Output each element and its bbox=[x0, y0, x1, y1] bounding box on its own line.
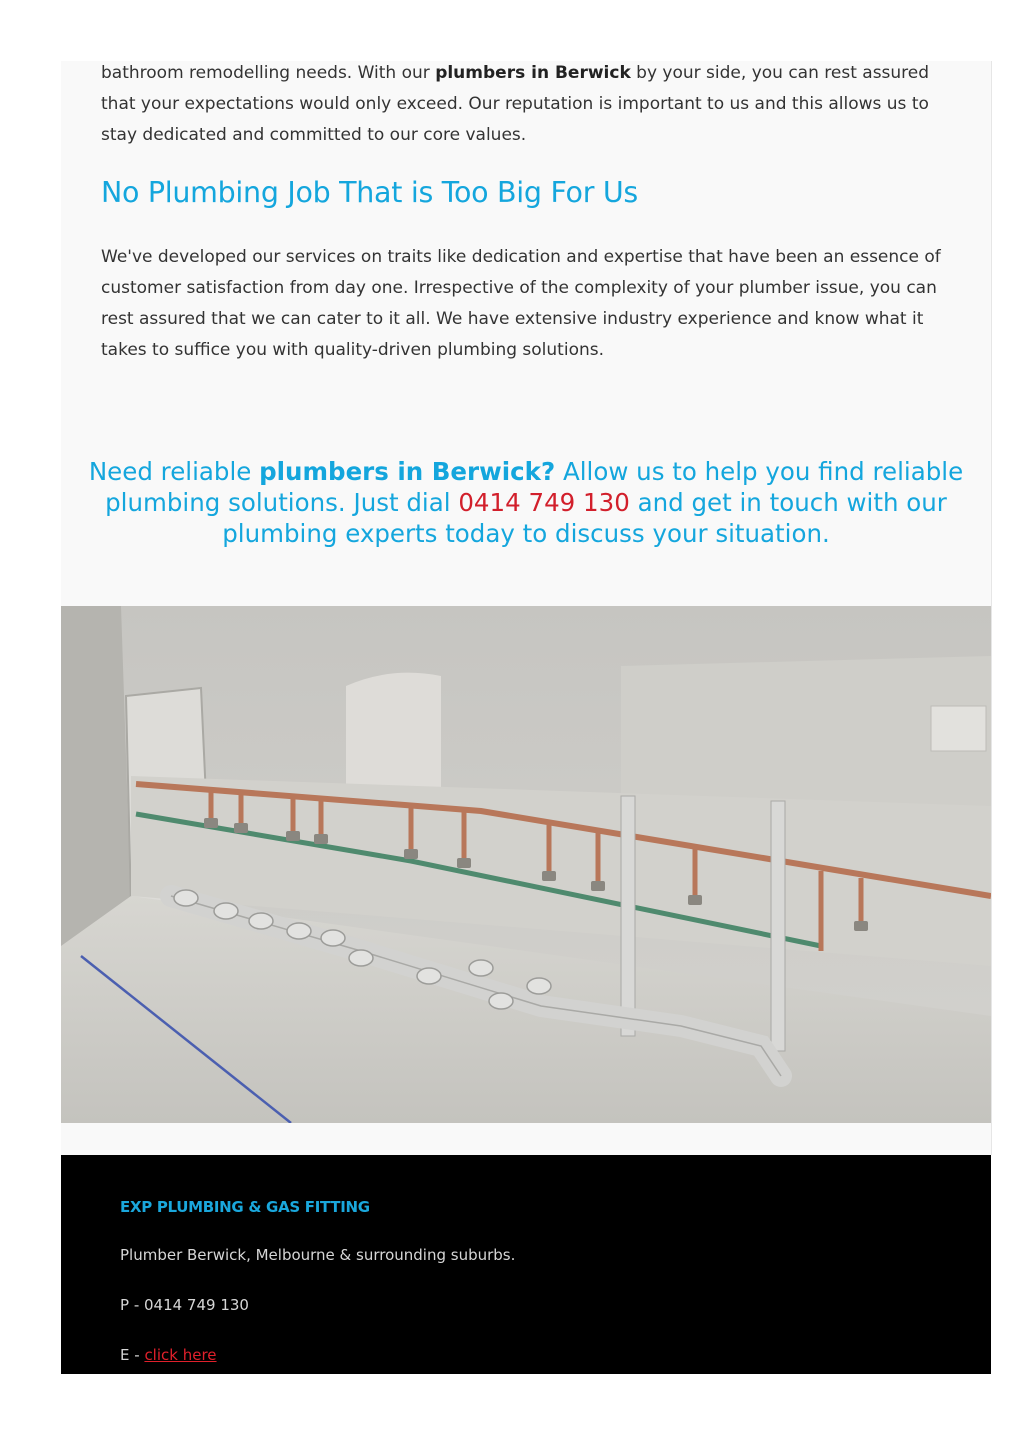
footer-email-prefix: E - bbox=[120, 1346, 145, 1364]
site-footer bbox=[61, 1155, 991, 1374]
cta-text-middle: Allow us to help you find reliable plumbing solutions. Just dial bbox=[105, 457, 964, 517]
intro-text-start: bathroom remodelling needs. With our bbox=[101, 63, 436, 83]
photo-illustration bbox=[61, 606, 991, 1123]
cta-phone-number[interactable]: 0414 749 130 bbox=[458, 488, 630, 517]
intro-bold-keyword: plumbers in Berwick bbox=[435, 63, 631, 83]
plumbing-rough-in-photo bbox=[61, 606, 991, 1123]
footer-brand: EXP PLUMBING & GAS FITTING bbox=[120, 1198, 370, 1216]
intro-paragraph bbox=[101, 58, 961, 151]
section-body: We've developed our services on traits like dedication and expertise that have been an essence of customer satisfaction from day one. Irrespective of the complexity of your plumber issue, you can rest assured that we can cater to it all. We have extensive industry experience and know what it takes to suffice you with quality-driven plumbing solutions. bbox=[101, 247, 941, 360]
footer-tagline: Plumber Berwick, Melbourne & surrounding suburbs. bbox=[120, 1246, 516, 1264]
call-to-action bbox=[61, 456, 991, 549]
cta-text-end: and get in touch with our plumbing experts today to discuss your situation. bbox=[222, 488, 947, 548]
section-heading: No Plumbing Job That is Too Big For Us bbox=[101, 176, 638, 209]
cta-text-start: Need reliable bbox=[88, 457, 260, 486]
cta-bold-keyword: plumbers in Berwick? bbox=[259, 457, 556, 486]
footer-phone: P - 0414 749 130 bbox=[120, 1296, 249, 1314]
intro-text-end: by your side, you can rest assured that your expectations would only exceed. Our reputation is important to us and this allows us to stay dedicated and committed to our core values. bbox=[101, 63, 930, 145]
email-link[interactable]: click here bbox=[144, 1346, 217, 1364]
footer-email-line bbox=[120, 1346, 217, 1364]
